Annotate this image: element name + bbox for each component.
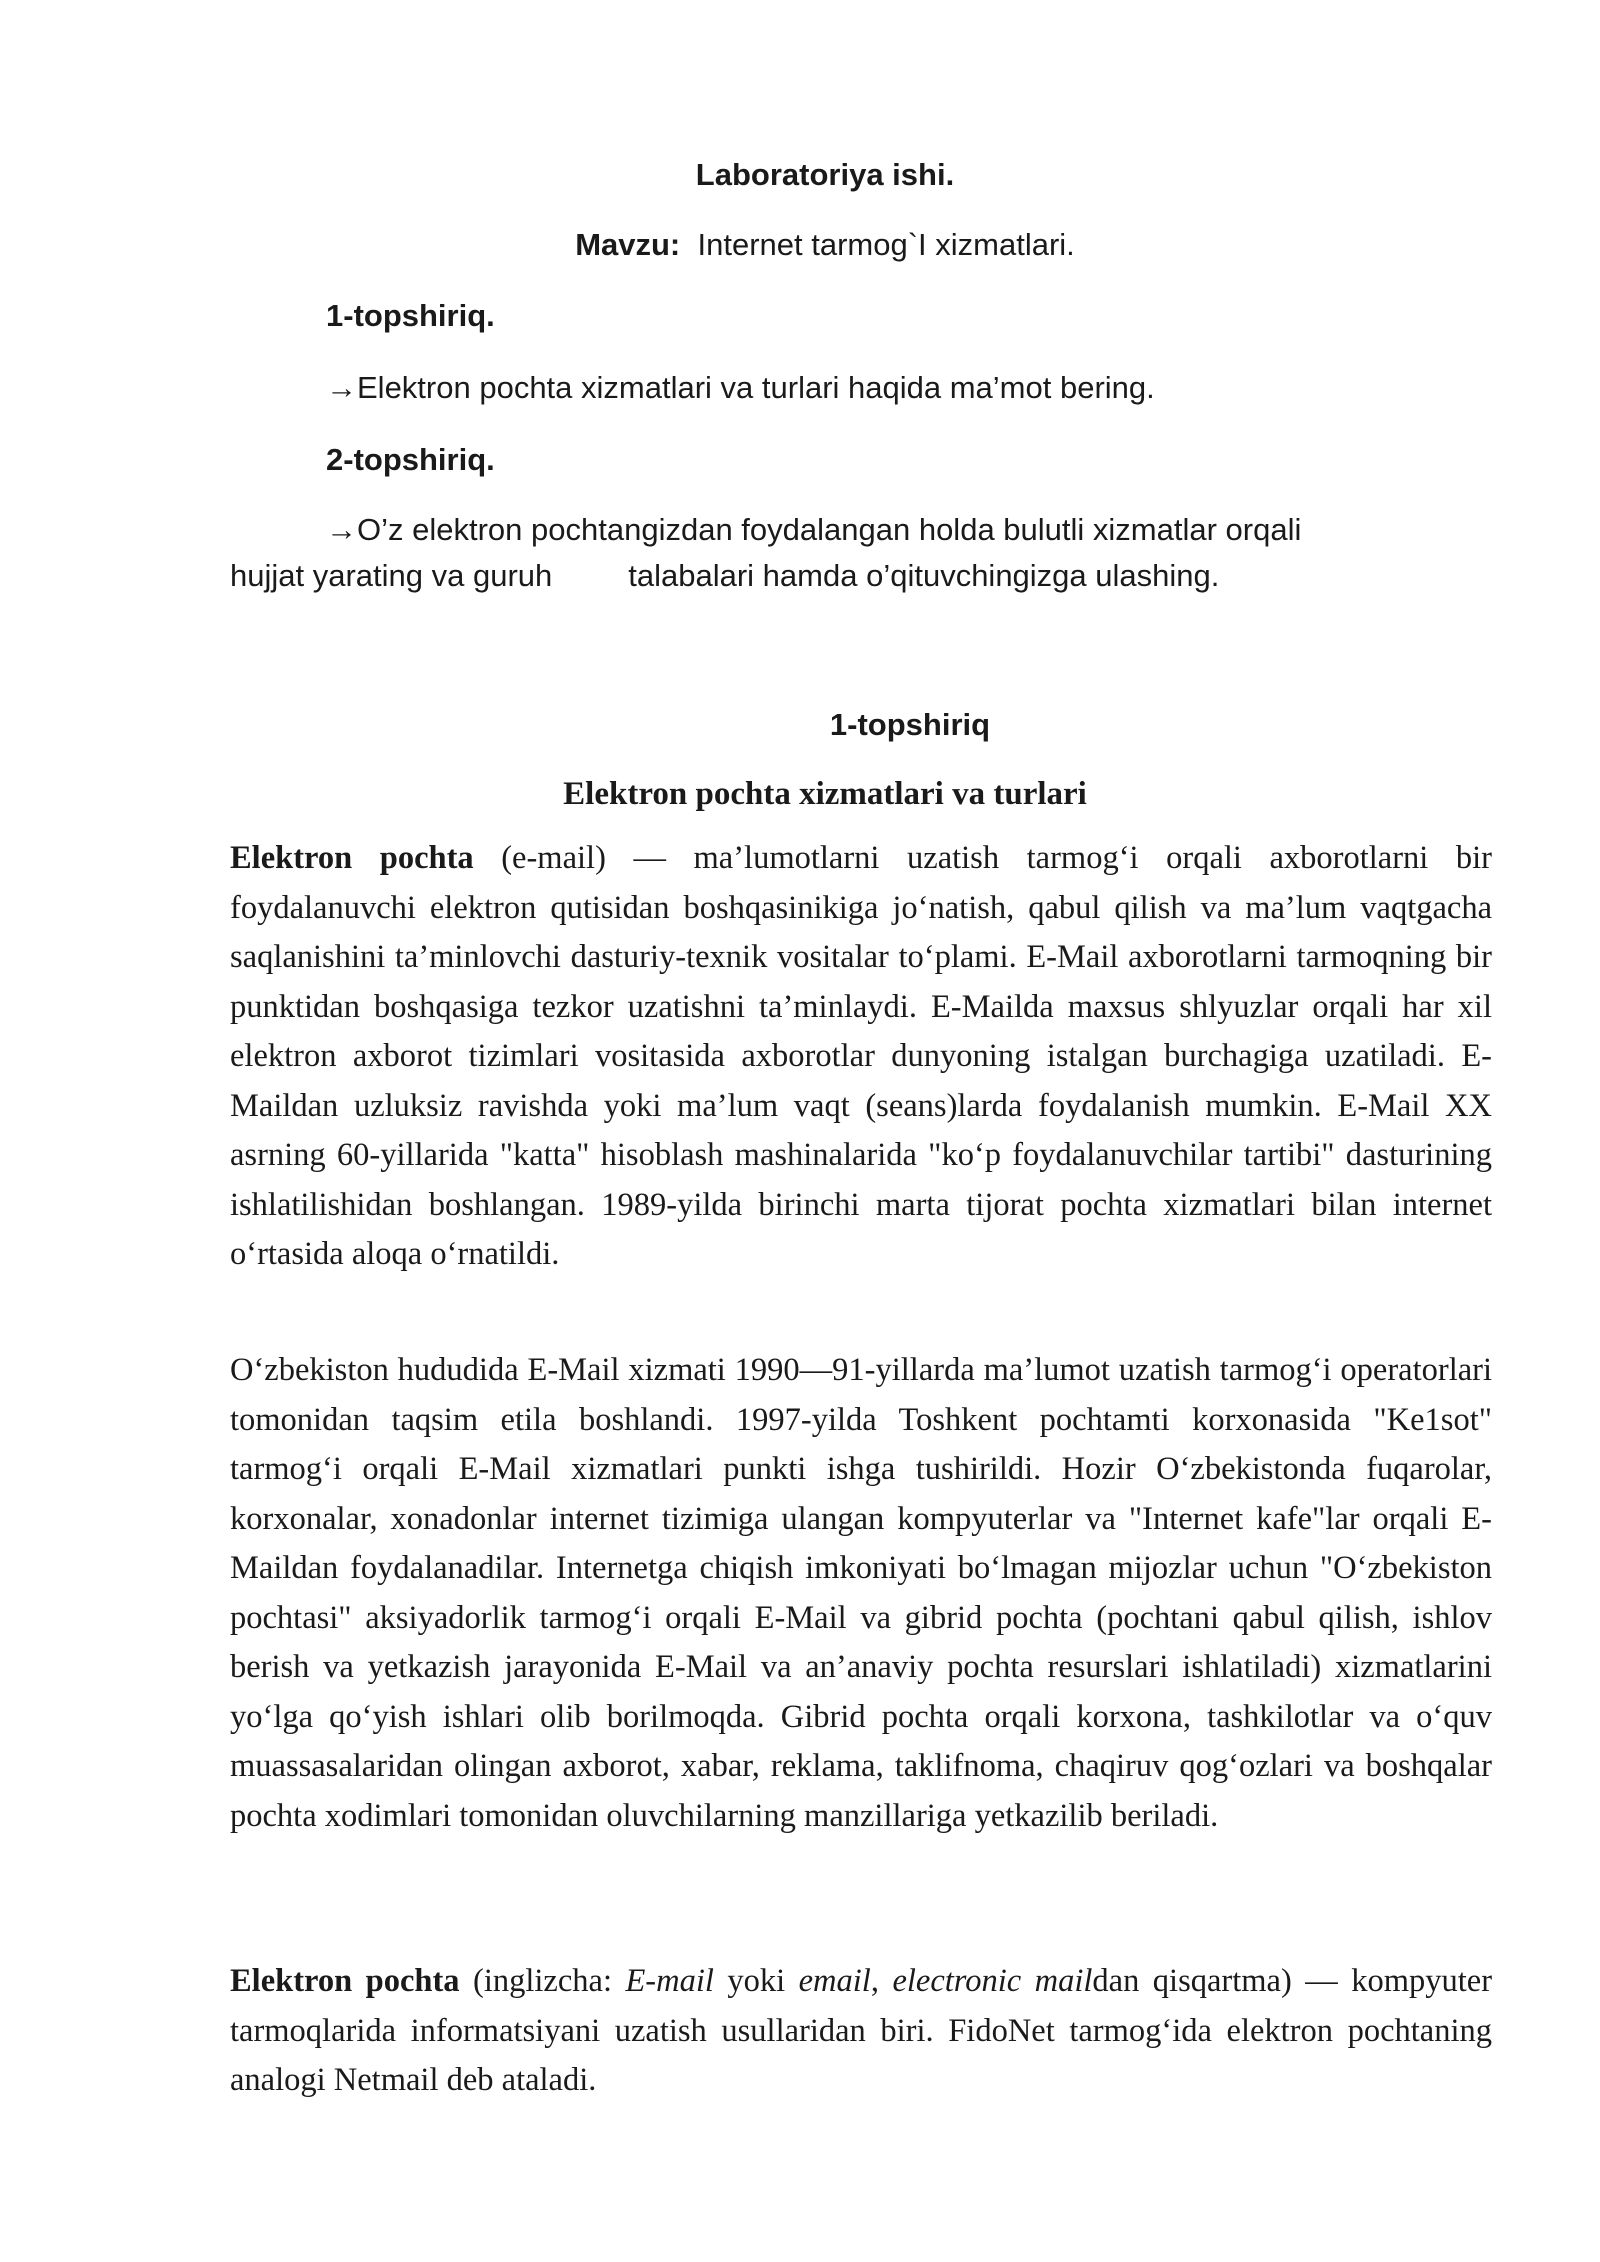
paragraph-3: Elektron pochta (inglizcha: E-mail yoki email, electronic maildan qisqartma) — kompyuter tarmoqlarida informatsiyani uzatish usullaridan biri. FidoNet tarmog‘ida elektron pochtaning analogi Netmail deb ataladi. [230, 1963, 1493, 2098]
arrow-right-icon: → [326, 370, 357, 405]
task2-label: 2-topshiriq. [326, 442, 495, 477]
topic-label: Mavzu: [575, 227, 681, 262]
topic-line [0, 227, 1600, 263]
arrow-right-icon: → [326, 512, 357, 547]
task2-item [230, 504, 1428, 602]
task1-label: 1-topshiriq. [326, 298, 495, 333]
task2-line1: →O’z elektron pochtangizdan foydalangan holda bulutli xizmatlar orqali [326, 512, 1302, 547]
section-label: 1-topshiriq [829, 707, 991, 742]
paragraph-2: O‘zbekiston hududida E-Mail xizmati 1990—91-yillarda ma’lumot uzatish tarmog‘i operatorlari tomonidan taqsim etila boshlandi. 1997-yilda Toshkent pochtamti korxonasida "Ke1sot" tarmog‘i orqali E-Mail xizmatlari punkti ishga tushirildi. Hozir O‘zbekistonda fuqarolar, korxonalar, xonadonlar internet tizimiga ulangan kompyuterlar va "Internet kafe"lar orqali E-Maildan foydalanadilar. Internetga chiqish imkoniyati bo‘lmagan mijozlar uchun "O‘zbekiston pochtasi" aksiyadorlik tarmog‘i orqali E-Mail va gibrid pochta (pochtani qabul qilish, ishlov berish va yetkazish jarayonida E-Mail va an’anaviy pochta resurslari ishlatiladi) xizmatlarini yo‘lga qo‘yish ishlari olib borilmoqda. Gibrid pochta orqali korxona, tashkilotlar va o‘quv muassasalaridan olingan axborot, xabar, reklama, taklifnoma, chaqiruv qog‘ozlari va boshqalar pochta xodimlari tomonidan oluvchilarning manzillariga yetkazilib beriladi. [230, 1352, 1492, 1834]
task1-item [326, 370, 1155, 406]
task2-line2: hujjat yarating va guruh talabalari hamda o’qituvchingizga ulashing. [230, 558, 1220, 593]
lab-title: Laboratoriya ishi. [695, 157, 955, 192]
paragraph-1: Elektron pochta (e-mail) — ma’lumotlarni uzatish tarmog‘i orqali axborotlarni bir foydalanuvchi elektron qutisidan boshqasinikiga jo‘natish, qabul qilish va ma’lum vaqtgacha saqlanishini ta’minlovchi dasturiy-texnik vositalar to‘plami. E-Mail axborotlarni tarmoqning bir punktidan boshqasiga tezkor uzatishni ta’minlaydi. E-Mailda maxsus shlyuzlar orqali har xil elektron axborot tizimlari vositasida axborotlar dunyoning istalgan burchagiga uzatiladi. E-Maildan uzluksiz ravishda yoki ma’lum vaqt (seans)larda foydalanish mumkin. E-Mail XX asrning 60-yillarida "katta" hisoblash mashinalarida "ko‘p foydalanuvchilar tartibi" dasturining ishlatilishidan boshlangan. 1989-yilda birinchi marta tijorat pochta xizmatlari bilan internet o‘rtasida aloqa o‘rnatildi. [230, 840, 1493, 1272]
task1-text: Elektron pochta xizmatlari va turlari haqida ma’mot bering. [357, 370, 1155, 405]
term-bold: Elektron pochta [230, 840, 474, 876]
term-bold: Elektron pochta [230, 1963, 460, 1999]
section-title: Elektron pochta xizmatlari va turlari [563, 776, 1087, 812]
topic-text: Internet tarmog`I xizmatlari. [697, 227, 1075, 262]
